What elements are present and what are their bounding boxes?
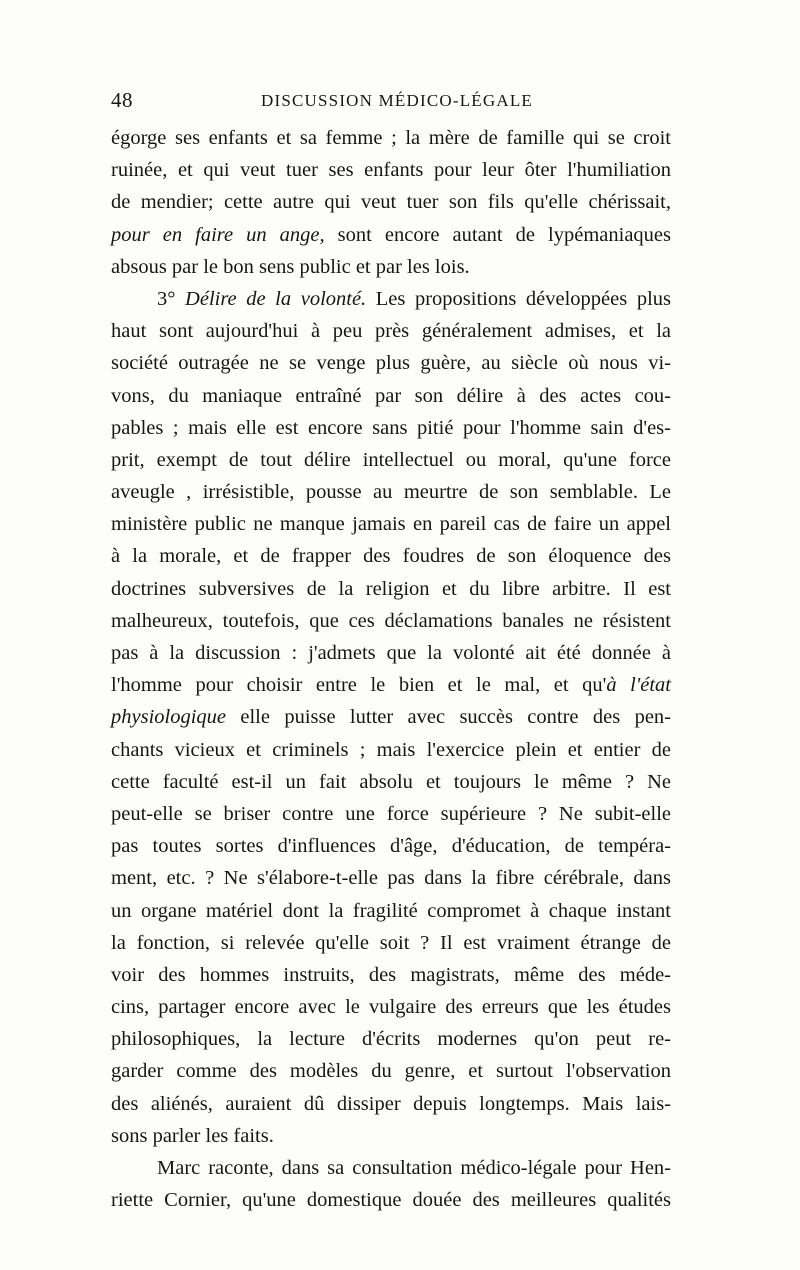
text-segment: société outragée ne se venge plus guère, au siècle où nous vi- — [111, 352, 671, 375]
text-line — [111, 895, 671, 927]
text-line — [111, 830, 671, 862]
text-line — [111, 315, 671, 347]
text-line — [111, 1184, 671, 1216]
text-segment: des aliénés, auraient dû dissiper depuis longtemps. Mais lais- — [111, 1092, 671, 1115]
text-line — [111, 573, 671, 605]
text-segment: 3° — [157, 287, 186, 310]
text-line — [111, 669, 671, 701]
text-line — [111, 734, 671, 766]
text-segment: sont encore autant de lypémaniaques — [324, 223, 671, 246]
text-segment: pables ; mais elle est encore sans pitié pour l'homme sain d'es- — [111, 416, 671, 439]
text-line — [111, 1152, 671, 1184]
text-segment: cins, partager encore avec le vulgaire des erreurs que les études — [111, 996, 671, 1019]
text-line — [111, 476, 671, 508]
text-line — [111, 283, 671, 315]
text-segment: aveugle , irrésistible, pousse au meurtre de son semblable. Le — [111, 481, 671, 504]
text-segment: ment, etc. ? Ne s'élabore-t-elle pas dans la fibre cérébrale, dans — [111, 867, 671, 890]
text-segment: ruinée, et qui veut tuer ses enfants pour leur ôter l'humiliation — [111, 159, 671, 182]
italic-text: Délire de la volonté. — [185, 287, 367, 310]
text-segment: malheureux, toutefois, que ces déclamations banales ne résistent — [111, 609, 671, 632]
text-segment: haut sont aujourd'hui à peu près généralement admises, et la — [111, 320, 671, 343]
text-segment: cette faculté est-il un fait absolu et toujours le même ? Ne — [111, 770, 671, 793]
text-segment: pas toutes sortes d'influences d'âge, d'éducation, de tempéra- — [111, 835, 671, 858]
text-segment: Marc raconte, dans sa consultation médico-légale pour Hen- — [157, 1157, 671, 1179]
text-segment: garder comme des modèles du genre, et surtout l'observation — [111, 1060, 671, 1083]
running-title: DISCUSSION MÉDICO-LÉGALE — [261, 91, 533, 110]
text-line — [111, 1023, 671, 1055]
text-line — [111, 605, 671, 637]
text-segment: sons parler les faits. — [111, 1124, 274, 1147]
text-line — [111, 1120, 671, 1152]
page-number: 48 — [111, 88, 133, 112]
text-segment: philosophiques, la lecture d'écrits modernes qu'on peut re- — [111, 1028, 671, 1051]
italic-text: à l'état — [606, 674, 671, 697]
text-segment: elle puisse lutter avec succès contre des pen- — [226, 706, 671, 729]
text-segment: pas à la discussion : j'admets que la volonté ait été donnée à — [111, 642, 671, 664]
text-line — [111, 347, 671, 379]
text-line — [111, 540, 671, 572]
text-segment: chants vicieux et criminels ; mais l'exercice plein et entier de — [111, 738, 671, 761]
text-line — [111, 380, 671, 412]
text-line — [111, 1088, 671, 1120]
text-line — [111, 862, 671, 894]
text-segment: un organe matériel dont la fragilité compromet à chaque instant — [111, 899, 671, 922]
text-line — [111, 251, 671, 283]
italic-text: physiologique — [111, 706, 227, 729]
text-segment: égorge ses enfants et sa femme ; la mère de famille qui se croit — [111, 127, 671, 149]
text-segment: doctrines subversives de la religion et du libre arbitre. Il est — [111, 577, 671, 600]
text-segment: de mendier; cette autre qui veut tuer son fils qu'elle chérissait, — [111, 191, 671, 214]
text-line — [111, 637, 671, 669]
text-line — [111, 186, 671, 218]
page-header — [111, 88, 671, 118]
text-line — [111, 508, 671, 540]
text-line — [111, 959, 671, 991]
text-segment: Les propositions développées plus — [366, 287, 671, 310]
text-segment: peut-elle se briser contre une force supérieure ? Ne subit-elle — [111, 802, 671, 825]
italic-text: pour en faire un ange, — [111, 223, 325, 246]
text-line — [111, 412, 671, 444]
text-line — [111, 927, 671, 959]
text-line — [111, 766, 671, 798]
text-line — [111, 219, 671, 251]
text-line — [111, 154, 671, 186]
text-segment: riette Cornier, qu'une domestique douée des meilleures qualités — [111, 1189, 671, 1212]
text-segment: prit, exempt de tout délire intellectuel ou moral, qu'une force — [111, 448, 671, 471]
text-segment: l'homme pour choisir entre le bien et le mal, et qu' — [111, 674, 607, 697]
text-line — [111, 991, 671, 1023]
text-segment: ministère public ne manque jamais en pareil cas de faire un appel — [111, 513, 671, 536]
text-segment: vons, du maniaque entraîné par son délire à des actes cou- — [111, 384, 671, 407]
text-line — [111, 122, 671, 154]
text-segment: à la morale, et de frapper des foudres de son éloquence des — [111, 545, 671, 568]
text-segment: voir des hommes instruits, des magistrats, même des méde- — [111, 963, 671, 986]
body-text — [111, 122, 671, 1216]
text-line — [111, 798, 671, 830]
text-line — [111, 1055, 671, 1087]
text-segment: absous par le bon sens public et par les lois. — [111, 255, 470, 278]
text-line — [111, 444, 671, 476]
text-segment: la fonction, si relevée qu'elle soit ? Il est vraiment étrange de — [111, 931, 671, 954]
text-line — [111, 701, 671, 733]
